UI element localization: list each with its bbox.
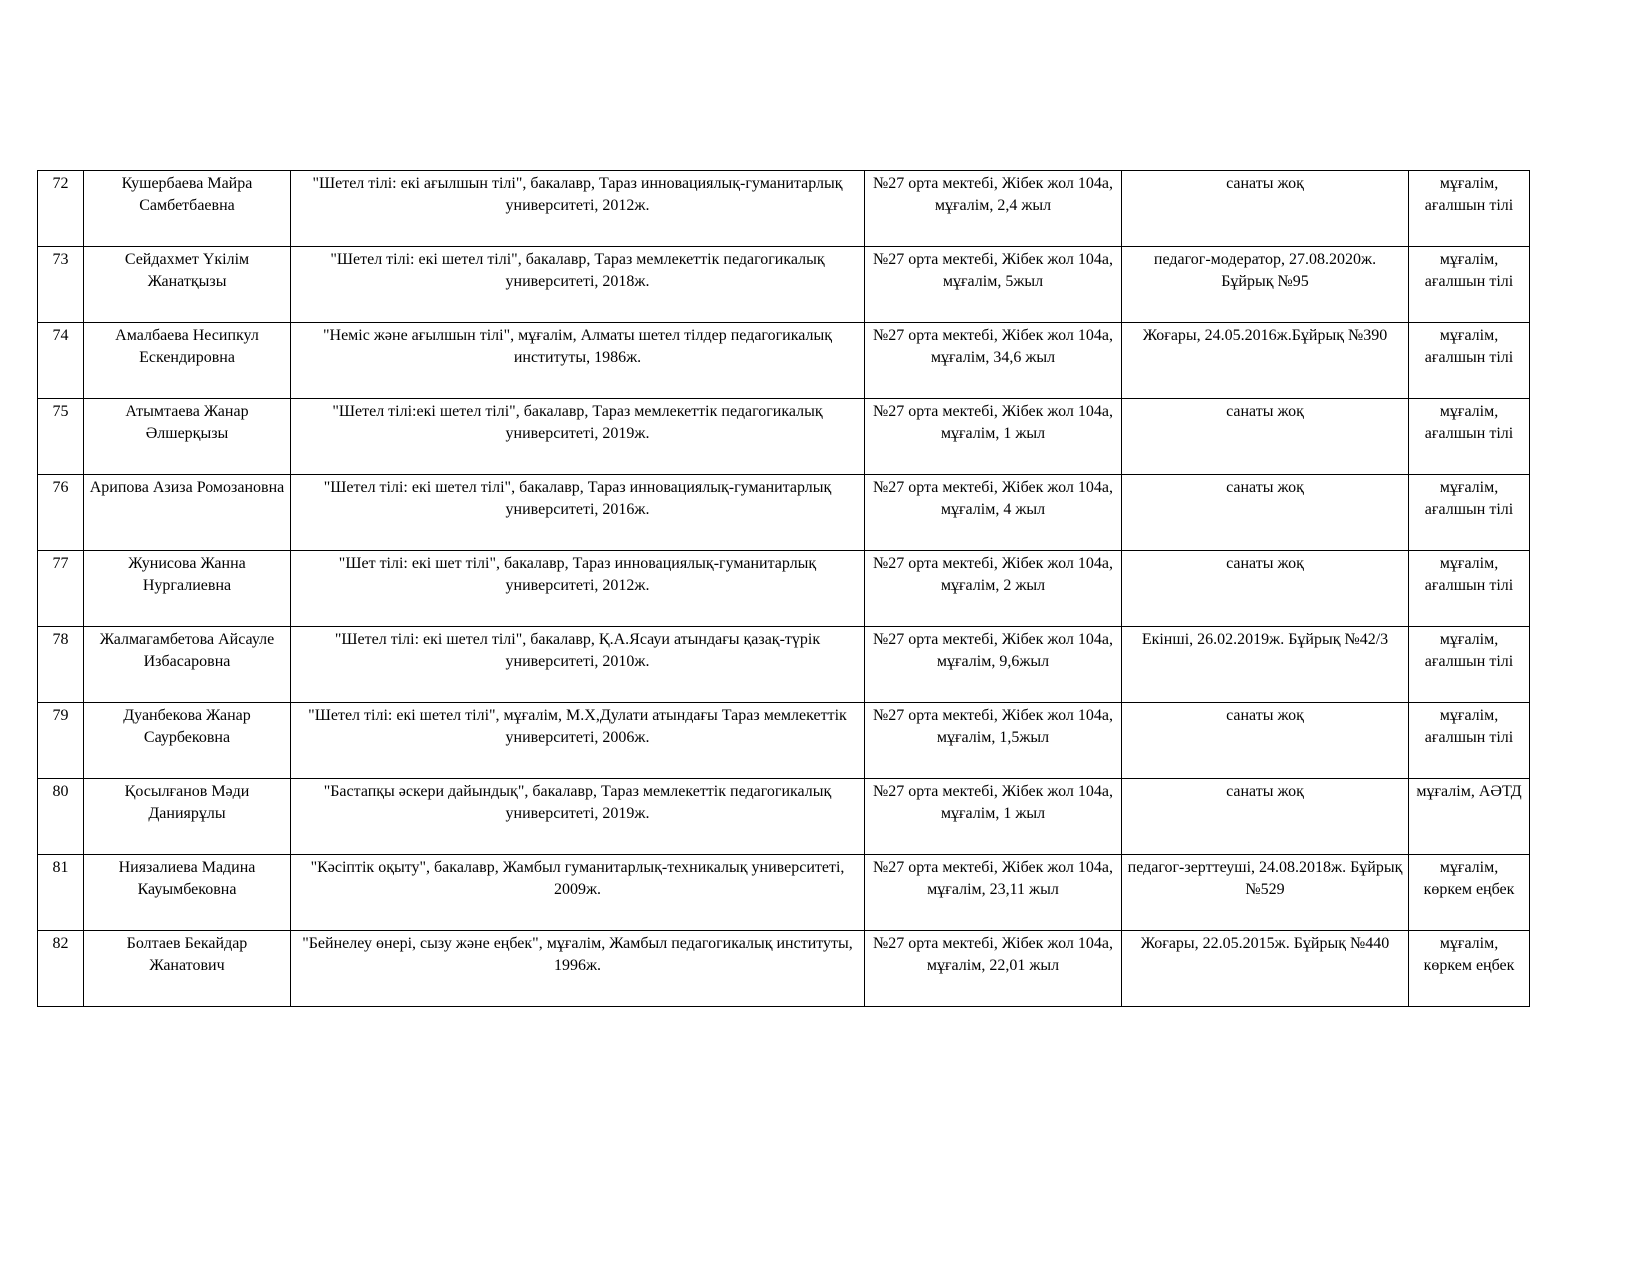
- table-row: [38, 475, 1530, 551]
- cell-workplace: №27 орта мектебі, Жібек жол 104а, мұғалім, 1 жыл: [865, 399, 1122, 475]
- cell-name: Атымтаева Жанар Әлшерқызы: [84, 399, 291, 475]
- cell-position: мұғалім, АӘТД: [1409, 779, 1530, 855]
- cell-workplace: №27 орта мектебі, Жібек жол 104а, мұғалім, 2 жыл: [865, 551, 1122, 627]
- cell-workplace: №27 орта мектебі, Жібек жол 104а, мұғалім, 1 жыл: [865, 779, 1122, 855]
- table-row: [38, 627, 1530, 703]
- cell-education: "Неміс және ағылшын тілі", мұғалім, Алматы шетел тілдер педагогикалық институты, 1986ж.: [291, 323, 865, 399]
- cell-number: 80: [38, 779, 84, 855]
- table-row: [38, 703, 1530, 779]
- cell-category: санаты жоқ: [1122, 703, 1409, 779]
- cell-category: Жоғары, 22.05.2015ж. Бұйрық №440: [1122, 931, 1409, 1007]
- cell-position: мұғалім, ағалшын тілі: [1409, 247, 1530, 323]
- cell-number: 75: [38, 399, 84, 475]
- cell-education: "Кәсіптік оқыту", бакалавр, Жамбыл гуманитарлық-техникалық университеті, 2009ж.: [291, 855, 865, 931]
- cell-education: "Шетел тілі: екі ағылшын тілі", бакалавр, Тараз инновациялық-гуманитарлық университеті, 2012ж.: [291, 171, 865, 247]
- cell-education: "Шетел тілі:екі шетел тілі", бакалавр, Тараз мемлекеттік педагогикалық университеті, 2019ж.: [291, 399, 865, 475]
- cell-position: мұғалім, ағалшын тілі: [1409, 399, 1530, 475]
- cell-name: Дуанбекова Жанар Саурбековна: [84, 703, 291, 779]
- table-row: [38, 551, 1530, 627]
- cell-category: санаты жоқ: [1122, 399, 1409, 475]
- cell-workplace: №27 орта мектебі, Жібек жол 104а, мұғалім, 22,01 жыл: [865, 931, 1122, 1007]
- table-row: [38, 855, 1530, 931]
- cell-education: "Шетел тілі: екі шетел тілі", бакалавр, Тараз инновациялық-гуманитарлық университеті, 2016ж.: [291, 475, 865, 551]
- table-row: [38, 171, 1530, 247]
- cell-name: Жалмагамбетова Айсауле Избасаровна: [84, 627, 291, 703]
- cell-education: "Шетел тілі: екі шетел тілі", бакалавр, Қ.А.Ясауи атындағы қазақ-түрік университеті, 2010ж.: [291, 627, 865, 703]
- table-row: [38, 247, 1530, 323]
- cell-position: мұғалім, ағалшын тілі: [1409, 171, 1530, 247]
- cell-position: мұғалім, көркем еңбек: [1409, 855, 1530, 931]
- cell-position: мұғалім, ағалшын тілі: [1409, 551, 1530, 627]
- cell-number: 78: [38, 627, 84, 703]
- cell-name: Амалбаева Несипкул Ескендировна: [84, 323, 291, 399]
- cell-position: мұғалім, ағалшын тілі: [1409, 627, 1530, 703]
- cell-workplace: №27 орта мектебі, Жібек жол 104а, мұғалім, 1,5жыл: [865, 703, 1122, 779]
- table-row: [38, 399, 1530, 475]
- cell-workplace: №27 орта мектебі, Жібек жол 104а, мұғалім, 23,11 жыл: [865, 855, 1122, 931]
- staff-table: [37, 170, 1530, 1007]
- cell-workplace: №27 орта мектебі, Жібек жол 104а, мұғалім, 4 жыл: [865, 475, 1122, 551]
- cell-position: мұғалім, көркем еңбек: [1409, 931, 1530, 1007]
- cell-category: санаты жоқ: [1122, 171, 1409, 247]
- cell-name: Арипова Азиза Ромозановна: [84, 475, 291, 551]
- cell-position: мұғалім, ағалшын тілі: [1409, 703, 1530, 779]
- cell-name: Қосылғанов Мәди Даниярұлы: [84, 779, 291, 855]
- cell-number: 73: [38, 247, 84, 323]
- cell-education: "Бейнелеу өнері, сызу және еңбек", мұғалім, Жамбыл педагогикалық институты, 1996ж.: [291, 931, 865, 1007]
- table-body: [38, 171, 1530, 1007]
- cell-position: мұғалім, ағалшын тілі: [1409, 475, 1530, 551]
- cell-number: 81: [38, 855, 84, 931]
- cell-category: педагог-зерттеуші, 24.08.2018ж. Бұйрық №529: [1122, 855, 1409, 931]
- table-row: [38, 779, 1530, 855]
- cell-category: педагог-модератор, 27.08.2020ж. Бұйрық №95: [1122, 247, 1409, 323]
- cell-workplace: №27 орта мектебі, Жібек жол 104а, мұғалім, 9,6жыл: [865, 627, 1122, 703]
- cell-number: 79: [38, 703, 84, 779]
- cell-education: "Бастапқы әскери дайындық", бакалавр, Тараз мемлекеттік педагогикалық университеті, 2019ж.: [291, 779, 865, 855]
- cell-category: санаты жоқ: [1122, 551, 1409, 627]
- cell-number: 72: [38, 171, 84, 247]
- cell-number: 74: [38, 323, 84, 399]
- cell-position: мұғалім, ағалшын тілі: [1409, 323, 1530, 399]
- table-row: [38, 323, 1530, 399]
- cell-workplace: №27 орта мектебі, Жібек жол 104а, мұғалім, 34,6 жыл: [865, 323, 1122, 399]
- cell-number: 76: [38, 475, 84, 551]
- cell-category: Екінші, 26.02.2019ж. Бұйрық №42/3: [1122, 627, 1409, 703]
- cell-education: "Шетел тілі: екі шетел тілі", мұғалім, М.Х,Дулати атындағы Тараз мемлекеттік университеті, 2006ж.: [291, 703, 865, 779]
- cell-number: 82: [38, 931, 84, 1007]
- cell-name: Болтаев Бекайдар Жанатович: [84, 931, 291, 1007]
- cell-category: санаты жоқ: [1122, 475, 1409, 551]
- cell-workplace: №27 орта мектебі, Жібек жол 104а, мұғалім, 5жыл: [865, 247, 1122, 323]
- cell-category: санаты жоқ: [1122, 779, 1409, 855]
- cell-name: Кушербаева Майра Самбетбаевна: [84, 171, 291, 247]
- table-row: [38, 931, 1530, 1007]
- cell-workplace: №27 орта мектебі, Жібек жол 104а, мұғалім, 2,4 жыл: [865, 171, 1122, 247]
- cell-category: Жоғары, 24.05.2016ж.Бұйрық №390: [1122, 323, 1409, 399]
- cell-number: 77: [38, 551, 84, 627]
- cell-education: "Шет тілі: екі шет тілі", бакалавр, Тараз инновациялық-гуманитарлық университеті, 2012ж.: [291, 551, 865, 627]
- cell-education: "Шетел тілі: екі шетел тілі", бакалавр, Тараз мемлекеттік педагогикалық университеті, 2018ж.: [291, 247, 865, 323]
- cell-name: Сейдахмет Үкілім Жанатқызы: [84, 247, 291, 323]
- cell-name: Жунисова Жанна Нургалиевна: [84, 551, 291, 627]
- cell-name: Ниязалиева Мадина Кауымбековна: [84, 855, 291, 931]
